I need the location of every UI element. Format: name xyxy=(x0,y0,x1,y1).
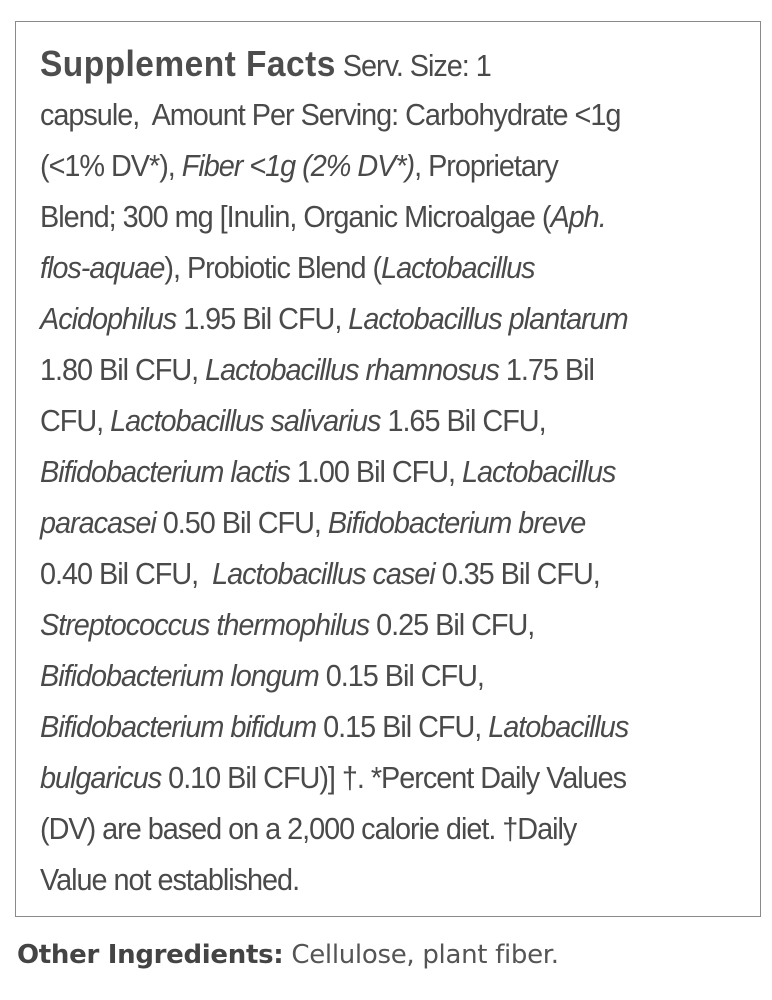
facts-line xyxy=(40,344,628,395)
facts-line xyxy=(40,650,628,701)
supplement-facts-text xyxy=(40,38,673,905)
facts-text-segment: 0.35 Bil CFU, xyxy=(434,556,600,591)
facts-text-segment: Bifidobacterium longum xyxy=(40,658,319,693)
facts-line xyxy=(40,803,628,854)
facts-text-segment: (DV) are based on a 2,000 calorie diet. †Daily xyxy=(40,811,577,846)
facts-line xyxy=(40,854,628,905)
facts-text-segment: 0.25 Bil CFU, xyxy=(369,607,535,642)
facts-text-segment: Bifidobacterium bifidum xyxy=(40,709,317,744)
facts-text-segment: CFU, xyxy=(40,403,111,438)
facts-text-segment: , Proprietary xyxy=(414,148,558,183)
facts-text-segment: capsule, Amount Per Serving: Carbohydrate <1g xyxy=(40,97,621,132)
facts-text-segment: Latobacillus xyxy=(488,709,629,744)
facts-line xyxy=(40,38,628,89)
other-ingredients-value: Cellulose, plant fiber. xyxy=(283,940,559,970)
facts-text-segment: Aph. xyxy=(550,199,606,234)
facts-line xyxy=(40,497,628,548)
facts-text-segment: 0.10 Bil CFU)] †. *Percent Daily Values xyxy=(161,760,627,795)
facts-text-segment: 0.40 Bil CFU, xyxy=(40,556,213,591)
facts-text-segment: Lactobacillus casei xyxy=(212,556,435,591)
facts-text-segment: Acidophilus xyxy=(40,301,177,336)
facts-line xyxy=(40,752,628,803)
facts-line xyxy=(40,395,628,446)
facts-text-segment: Value not established. xyxy=(40,862,300,897)
other-ingredients-label: Other Ingredients: xyxy=(17,940,284,970)
facts-text-segment: Streptococcus thermophilus xyxy=(40,607,370,642)
facts-text-segment: Lactobacillus plantarum xyxy=(348,301,628,336)
other-ingredients xyxy=(17,940,559,970)
facts-text-segment: ), Probiotic Blend ( xyxy=(164,250,382,285)
facts-text-segment: Lactobacillus xyxy=(462,454,616,489)
facts-text-segment: (<1% DV*), xyxy=(40,148,182,183)
facts-text-segment: Lactobacillus xyxy=(381,250,535,285)
facts-text-segment: Serv. Size: 1 xyxy=(335,48,491,83)
facts-line xyxy=(40,548,628,599)
facts-line xyxy=(40,191,628,242)
facts-text-segment: Lactobacillus salivarius xyxy=(110,403,381,438)
panel-title: Supplement Facts xyxy=(40,43,336,84)
facts-line xyxy=(40,89,628,140)
facts-line xyxy=(40,701,628,752)
facts-text-segment: Fiber <1g (2% DV*) xyxy=(181,148,415,183)
facts-text-segment: Bifidobacterium lactis xyxy=(40,454,290,489)
facts-text-segment: bulgaricus xyxy=(40,760,162,795)
facts-line xyxy=(40,140,628,191)
facts-line xyxy=(40,293,628,344)
facts-text-segment: 0.15 Bil CFU, xyxy=(318,658,484,693)
facts-line xyxy=(40,242,628,293)
facts-text-segment: Bifidobacterium breve xyxy=(327,505,586,540)
facts-text-segment: paracasei xyxy=(40,505,156,540)
supplement-facts-panel xyxy=(15,21,761,917)
facts-text-segment: Blend; 300 mg [Inulin, Organic Microalgae ( xyxy=(40,199,551,234)
facts-text-segment: flos-aquae xyxy=(40,250,165,285)
facts-text-segment: 1.75 Bil xyxy=(498,352,594,387)
facts-text-segment: 1.00 Bil CFU, xyxy=(289,454,463,489)
facts-text-segment: 0.15 Bil CFU, xyxy=(316,709,489,744)
facts-line xyxy=(40,446,628,497)
facts-line xyxy=(40,599,628,650)
facts-text-segment: 1.95 Bil CFU, xyxy=(176,301,349,336)
facts-text-segment: 0.50 Bil CFU, xyxy=(155,505,328,540)
facts-text-segment: Lactobacillus rhamnosus xyxy=(205,352,499,387)
facts-text-segment: 1.65 Bil CFU, xyxy=(380,403,546,438)
facts-text-segment: 1.80 Bil CFU, xyxy=(40,352,206,387)
